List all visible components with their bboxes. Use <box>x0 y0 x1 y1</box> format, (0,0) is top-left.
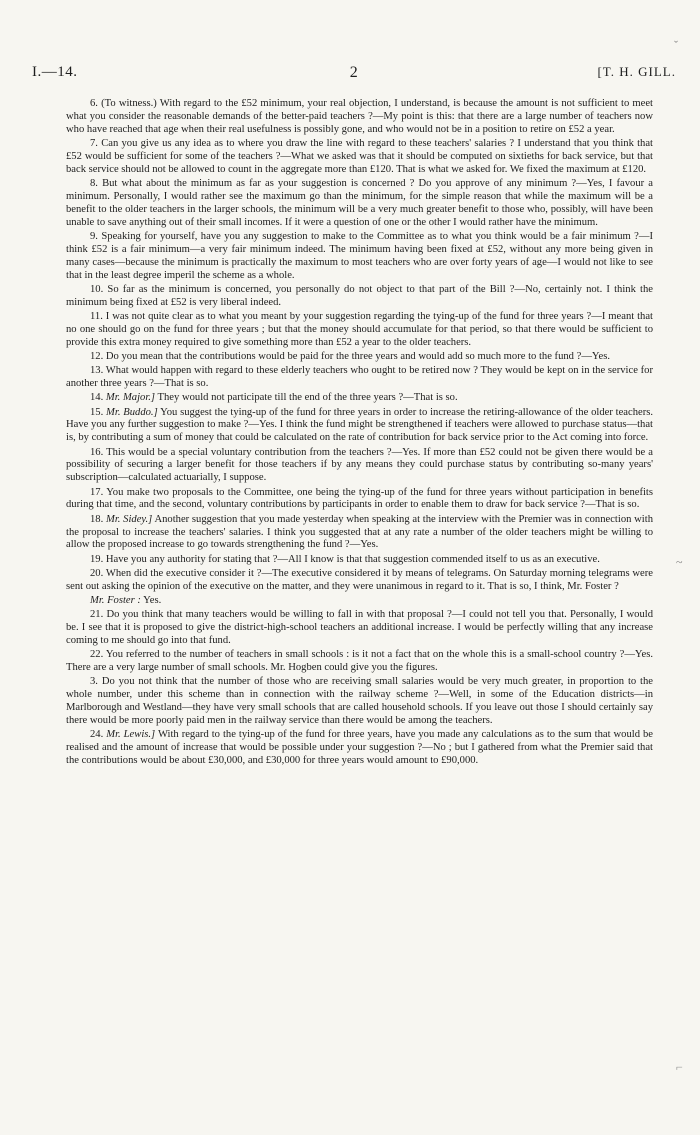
paragraph-text: Yes. <box>143 594 162 606</box>
paragraph-text: You referred to the number of teachers in small schools : is it not a fact that on the whole this is a small-school country ?—Yes. There are a very large number of small schools. Mr. Hogben could give you the figures. <box>66 649 653 674</box>
margin-mark-middle: ~ <box>676 555 683 569</box>
paragraph-text: Do you not think that the number of those who are receiving small salaries would be very much greater, in proportion to the whole number, under this scheme than in connection with the railway scheme ?—Well, in some of the Education districts—in Marlborough and Westland—they have very small schools that are called household schools. If you leave out those I should certainly say there would be more poorly paid men in the railway service than there would be among the teachers. <box>66 676 653 727</box>
page-header <box>32 64 676 84</box>
paragraph-text: Do you mean that the contributions would be paid for the three years and would add so much more to the fund ?—Yes. <box>105 351 610 362</box>
paragraph-text: Speaking for yourself, have you any suggestion to make to the Committee as to what you think would be a fair minimum ?—I think £52 is a fair minimum—a very fair minimum indeed. The minimum having been fixed at £52, without any more being given in many cases—because the minimum is practically the maximum to most teachers who are over forty years of age—I would not like to see that in the least degree imperil the scheme as a whole. <box>66 230 653 281</box>
paragraph-13 <box>66 365 653 391</box>
paragraph-number: 15. <box>90 406 104 418</box>
paragraph-text: (To witness.) With regard to the £52 minimum, your real objection, I understand, is because the amount is not sufficient to meet what you consider the reasonable demands of the better-paid teachers ?—My point is this: that there are a large number of teachers now who have reached that age when their real usefulness is possibly gone, and who would not be in a position to retire on £52 a year. <box>66 98 653 135</box>
paragraph-number: 3. <box>90 676 98 688</box>
paragraph-21 <box>66 609 653 648</box>
paragraph-17 <box>66 487 653 513</box>
paragraph-text: So far as the minimum is concerned, you personally do not object to that part of the Bill ?—No, certainly not. I think the minimum being fixed at £52 is very liberal indeed. <box>66 283 653 308</box>
paragraph-text: Do you think that many teachers would be willing to fall in with that proposal ?—I could not tell you that. Personally, I would be. I see that it is proposed to give the district-high-school teachers an additional increase. I would be perfectly willing that any increase coming to me should go into that fund. <box>66 609 654 646</box>
paragraph-15 <box>66 407 653 446</box>
document-reference: I.—14. <box>32 64 78 80</box>
paragraph-19 <box>66 554 653 567</box>
paragraph-number: 11. <box>90 310 103 322</box>
margin-mark-bottom: ⌐ <box>676 1060 683 1074</box>
paragraph-text: When did the executive consider it ?—The executive considered it by means of telegrams. On Saturday morning telegrams were sent out asking the opinion of the executive on the matter, and they were unanimous in regard to it. That is so, I think, Mr. Foster ? <box>66 567 653 592</box>
paragraph-10 <box>66 284 653 310</box>
paragraph-text: You make two proposals to the Committee, one being the tying-up of the fund for three years without participation in benefits during that time, and the second, voluntary contributions by participants in order to enable them to draw for back service ?—That is so. <box>66 486 653 511</box>
paragraph-24 <box>66 729 653 768</box>
paragraph-text: With regard to the tying-up of the fund for three years, have you made any calculations as to the sum that would be realised and the amount of increase that would be possible under your suggestion ?—No ; but I gathered from what the Premier said that the contributions would be about £30,000, and £30,000 for three years would amount to £90,000. <box>66 729 653 767</box>
paragraph-8 <box>66 178 653 230</box>
paragraph-text: But what about the minimum as far as your suggestion is concerned ? Do you approve of any minimum ?—Yes, I favour a minimum. Personally, I would rather see the maximum go than the minimum, for the simple reason that while the maximum will be a benefit to the older teachers in the larger schools, the minimum will be a very much greater benefit to those who, possibly, will have been unable to save anything out of their small incomes. If it were a question of one or the other I would rather have the minimum. <box>66 178 653 228</box>
paragraph-number: 16. <box>90 446 104 458</box>
paragraph-9 <box>66 231 653 283</box>
paragraph-number: 17. <box>90 486 104 498</box>
speaker-name: Mr. Foster : <box>90 594 141 606</box>
paragraph-number: 6. <box>90 98 98 109</box>
paragraph-text: Can you give us any idea as to where you draw the line with regard to these teachers' salaries ? I understand that you think that £52 would be sufficient for some of the teachers ?—What we asked was that it should be computed on sixtieths for back service, but that back service should not be allowed to count in the aggregate more than £120. That is what we asked for. We fixed the maximum at £120. <box>66 138 653 175</box>
witness-name: [T. H. GILL. <box>597 64 676 79</box>
paragraph-11 <box>66 311 653 350</box>
speaker-name: Mr. Sidey.] <box>106 513 153 525</box>
paragraph-18 <box>66 514 653 553</box>
speaker-name: Mr. Lewis.] <box>106 729 156 741</box>
paragraph-text: Have you any authority for stating that ?—All I know is that that suggestion commended itself to us as an executive. <box>105 553 600 565</box>
paragraph-text: This would be a special voluntary contribution from the teachers ?—Yes. If more than £52 could not be given there would be a possibility of securing a larger benefit for those teachers if by any means they could purchase status by contributing so-many years' subscription—calculated actuarially, I suppose. <box>66 446 653 484</box>
paragraph-14 <box>66 392 653 405</box>
paragraph-foster-reply <box>66 595 653 608</box>
margin-mark-top: ˇ <box>674 38 678 52</box>
paragraph-number: 14. <box>90 392 104 404</box>
paragraph-number: 18. <box>90 513 104 525</box>
paragraph-number: 24. <box>90 729 104 741</box>
paragraph-12 <box>66 351 653 364</box>
paragraph-number: 9. <box>90 230 98 242</box>
speaker-name: Mr. Buddo.] <box>106 406 158 418</box>
testimony-body <box>66 98 653 769</box>
paragraph-number: 20. <box>90 567 104 579</box>
paragraph-number: 12. <box>90 351 104 362</box>
paragraph-number: 22. <box>90 649 104 661</box>
paragraph-16 <box>66 447 653 486</box>
paragraph-text: I was not quite clear as to what you meant by your suggestion regarding the tying-up of the fund for three years ?—I meant that no one should go on the fund for three years ; but that the money should accumulate for that period, so that there would be sufficient to provide this extra money required to give something more than £52 a year to the older teachers. <box>66 310 653 348</box>
paragraph-20 <box>66 568 653 594</box>
paragraph-23 <box>66 676 653 728</box>
paragraph-text: Another suggestion that you made yesterday when speaking at the interview with the Premier was in connection with the proposal to increase the teachers' salaries. I think you suggested that at any rate a number of the older teachers might be willing to allow the proposed increase to go towards strengthening the fund ?—Yes. <box>66 513 653 551</box>
paragraph-number: 19. <box>90 553 104 565</box>
paragraph-text: What would happen with regard to these elderly teachers who ought to be retired now ? They would be kept on in the service for another three years ?—That is so. <box>66 365 653 390</box>
paragraph-text: They would not participate till the end of the three years ?—That is so. <box>157 392 458 404</box>
paragraph-number: 7. <box>90 138 98 150</box>
paragraph-text: You suggest the tying-up of the fund for three years in order to increase the retiring-allowance of the older teachers. Have you any further suggestion to make ?—Yes. I think the fund might be strengthened if teachers were allowed to purchase status—that is, by contributing a sum of money that could be calculated on the rate of contribution for back service prior to the Act coming into force. <box>66 406 653 444</box>
paragraph-7 <box>66 138 653 177</box>
page-number: 2 <box>349 64 359 81</box>
speaker-name: Mr. Major.] <box>105 392 156 404</box>
paragraph-number: 13. <box>90 365 104 377</box>
paragraph-number: 21. <box>90 609 104 621</box>
paragraph-6 <box>66 98 653 137</box>
paragraph-22 <box>66 649 653 675</box>
paragraph-number: 10. <box>90 283 104 295</box>
paragraph-number: 8. <box>90 178 98 190</box>
